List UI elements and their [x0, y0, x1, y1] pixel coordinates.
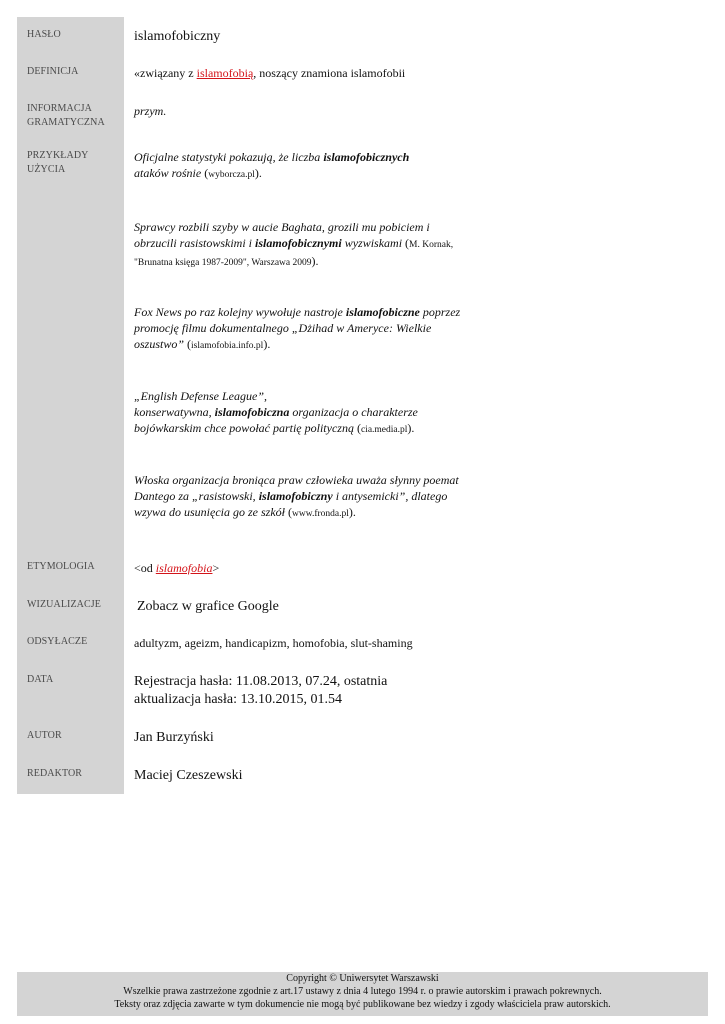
footer-copyright: Copyright © Uniwersytet Warszawski: [286, 973, 439, 984]
label-przyklady-line2: UŻYCIA: [27, 164, 66, 175]
headword: islamofobiczny: [134, 29, 221, 44]
example-4-text-4: bojówkarskim chce powołać partię polityczną: [134, 421, 357, 435]
example-1-source: (wyborcza.pl).: [204, 166, 262, 180]
label-informacja-line1: INFORMACJA: [27, 103, 92, 114]
label-definicja: DEFINICJA: [27, 66, 79, 77]
label-odsylacze: ODSYŁACZE: [27, 636, 88, 647]
label-wizualizacje: WIZUALIZACJE: [27, 599, 101, 610]
footer-notice: Teksty oraz zdjęcia zawarte w tym dokumencie nie mogą być publikowane bez wiedzy i zgody właściciela praw autorskich.: [114, 999, 611, 1010]
example-3-text-4: oszustwo”: [134, 337, 188, 351]
label-redaktor: REDAKTOR: [27, 768, 83, 779]
example-3-text-3: promocję filmu dokumentalnego „Dżihad w Ameryce: Wielkie: [134, 321, 432, 335]
example-2-source: (M. Kornak,: [405, 236, 454, 250]
label-informacja-line2: GRAMATYCZNA: [27, 117, 105, 128]
example-2-source-a: M. Kornak,: [409, 240, 454, 250]
definition: [134, 65, 534, 81]
example-5: [134, 472, 494, 522]
example-4-source: (cia.media.pl).: [356, 421, 415, 435]
label-informacja-gramatyczna: [27, 102, 122, 130]
example-5-source: (www.fronda.pl).: [288, 505, 356, 519]
example-1-source-text: wyborcza.pl: [208, 170, 255, 180]
example-5-text-3: i antysemicki”, dlatego: [332, 489, 448, 503]
example-5-source-text: www.fronda.pl: [292, 509, 349, 519]
entry-dates: [134, 673, 554, 709]
etymology: [134, 560, 474, 576]
example-2-source-b: "Brunatna księga 1987-2009", Warszawa 2009: [134, 258, 312, 268]
example-5-text-4: wzywa do usunięcia go ze szkół: [134, 505, 288, 519]
footer-rights: Wszelkie prawa zastrzeżone zgodnie z art.17 ustawy z dnia 4 lutego 1994 r. o prawie autorskim i prawach pokrewnych.: [123, 986, 602, 997]
etymology-prefix: <od: [134, 561, 156, 575]
example-1-text: Oficjalne statystyki pokazują, że liczba: [134, 150, 324, 164]
example-1-keyword: islamofobicznych: [323, 150, 410, 164]
example-2-text: Sprawcy rozbili szyby w aucie Baghata, grozili mu pobiciem i: [134, 220, 430, 234]
definition-suffix: , noszący znamiona islamofobii: [253, 66, 406, 80]
example-3-source: (islamofobia.info.pl).: [187, 337, 271, 351]
example-2-text-3: wyzwiskami: [341, 236, 406, 250]
update-date: aktualizacja hasła: 13.10.2015, 01.54: [134, 692, 342, 707]
cross-references: adultyzm, ageizm, handicapizm, homofobia, slut-shaming: [134, 636, 413, 650]
example-2: [134, 219, 494, 271]
grammar-info: przym.: [134, 104, 167, 118]
example-1-text-2: ataków rośnie: [134, 166, 205, 180]
example-3-source-text: islamofobia.info.pl: [191, 341, 264, 351]
label-przyklady-uzycia: [27, 149, 122, 177]
example-4-source-text: cia.media.pl: [360, 425, 408, 435]
example-4-text-3: organizacja o charakterze: [289, 405, 418, 419]
example-2-keyword: islamofobicznymi: [255, 236, 342, 250]
example-3: [134, 304, 494, 354]
label-etymologia: ETYMOLOGIA: [27, 561, 95, 572]
example-2-source-line: "Brunatna księga 1987-2009", Warszawa 2009).: [134, 254, 319, 268]
definition-prefix: «związany z: [134, 66, 197, 80]
label-autor: AUTOR: [27, 730, 62, 741]
example-4-keyword: islamofobiczna: [214, 405, 290, 419]
author-name: Jan Burzyński: [134, 730, 214, 745]
registration-date: Rejestracja hasła: 11.08.2013, 07.24, ostatnia: [134, 674, 388, 689]
example-1: [134, 149, 494, 183]
example-5-text: Włoska organizacja broniąca praw człowieka uważa słynny poemat: [134, 473, 459, 487]
example-3-text-2: poprzez: [419, 305, 461, 319]
copyright-footer: [17, 972, 708, 1016]
example-3-keyword: islamofobiczne: [345, 305, 420, 319]
example-5-keyword: islamofobiczny: [258, 489, 333, 503]
example-2-text-2: obrzucili rasistowskimi i: [134, 236, 256, 250]
example-3-text: Fox News po raz kolejny wywołuje nastroje: [134, 305, 346, 319]
etymology-link-islamofobia[interactable]: islamofobia: [155, 561, 213, 575]
definition-link-islamofobia[interactable]: islamofobią: [196, 66, 254, 80]
label-przyklady-line1: PRZYKŁADY: [27, 150, 89, 161]
label-data: DATA: [27, 674, 54, 685]
example-4-text-2: konserwatywna,: [134, 405, 215, 419]
example-4: [134, 388, 494, 438]
etymology-suffix: >: [212, 561, 220, 575]
label-haslo: HASŁO: [27, 29, 61, 40]
example-4-text: „English Defense League”,: [134, 389, 267, 403]
editor-name: Maciej Czeszewski: [134, 768, 243, 783]
google-images-link[interactable]: Zobacz w grafice Google: [137, 599, 279, 614]
example-5-text-2: Dantego za „rasistowski,: [134, 489, 259, 503]
